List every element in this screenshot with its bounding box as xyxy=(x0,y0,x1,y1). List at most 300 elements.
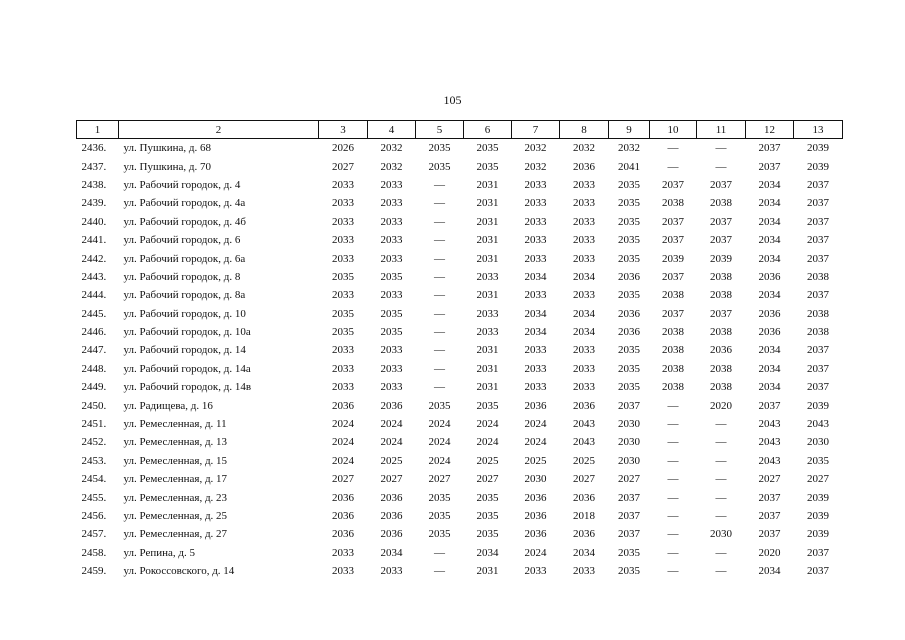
year-cell: 2033 xyxy=(332,197,354,210)
year-cell: 2037 xyxy=(807,178,829,191)
year-cell: — xyxy=(434,270,445,283)
table-body xyxy=(77,139,843,581)
year-cell: 2027 xyxy=(573,473,595,486)
year-cell: — xyxy=(715,546,727,559)
year-cell: — xyxy=(667,142,679,155)
year-cell: 2033 xyxy=(524,234,547,247)
column-header-4: 4 xyxy=(368,121,416,139)
year-cell: 2037 xyxy=(662,178,684,191)
year-cell: — xyxy=(715,418,727,431)
year-cell: 2035 xyxy=(618,381,640,394)
year-cell: 2039 xyxy=(807,160,829,173)
year-cell: 2036 xyxy=(524,528,547,541)
year-cell: 2033 xyxy=(380,252,403,265)
year-cell: 2033 xyxy=(332,565,354,578)
year-cell: 2033 xyxy=(332,381,354,394)
year-cell: 2037 xyxy=(807,252,829,265)
year-cell: 2033 xyxy=(573,178,595,191)
year-cell: 2043 xyxy=(807,418,829,431)
row-number-cell: 2446. xyxy=(81,326,107,339)
year-cell: 2037 xyxy=(807,546,829,559)
row-number-cell: 2436. xyxy=(81,142,107,155)
row-number-cell: 2437. xyxy=(81,160,107,173)
year-cell: 2035 xyxy=(428,528,451,541)
year-cell: 2037 xyxy=(807,215,829,228)
year-cell: 2024 xyxy=(428,418,451,431)
table-row xyxy=(77,305,843,323)
year-cell: 2037 xyxy=(758,160,781,173)
year-cell: 2039 xyxy=(662,252,684,265)
year-cell: — xyxy=(715,142,727,155)
year-cell: 2035 xyxy=(618,234,640,247)
year-cell: 2035 xyxy=(618,215,640,228)
year-cell: 2034 xyxy=(758,289,781,302)
year-cell: 2034 xyxy=(380,546,403,559)
year-cell: 2031 xyxy=(476,215,499,228)
year-cell: 2034 xyxy=(758,178,781,191)
year-cell: 2035 xyxy=(476,491,499,504)
year-cell: — xyxy=(667,418,679,431)
year-cell: 2024 xyxy=(380,436,403,449)
year-cell: 2035 xyxy=(618,197,640,210)
year-cell: 2043 xyxy=(758,418,781,431)
year-cell: 2033 xyxy=(332,178,354,191)
year-cell: 2043 xyxy=(573,436,595,449)
year-cell: 2036 xyxy=(380,399,403,412)
year-cell: 2033 xyxy=(380,234,403,247)
address-cell: ул. Ремесленная, д. 11 xyxy=(123,418,227,431)
year-cell: 2037 xyxy=(662,234,684,247)
column-header-11: 11 xyxy=(697,121,746,139)
year-cell: 2036 xyxy=(758,326,781,339)
year-cell: 2030 xyxy=(807,436,829,449)
year-cell: 2035 xyxy=(476,160,499,173)
row-number-cell: 2447. xyxy=(81,344,107,357)
year-cell: 2024 xyxy=(476,418,499,431)
year-cell: 2027 xyxy=(332,160,354,173)
year-cell: 2031 xyxy=(476,565,499,578)
year-cell: 2036 xyxy=(618,326,640,339)
row-number-cell: 2442. xyxy=(81,252,107,265)
year-cell: — xyxy=(434,215,445,228)
year-cell: 2024 xyxy=(332,454,354,467)
year-cell: 2035 xyxy=(618,344,640,357)
year-cell: 2033 xyxy=(524,362,547,375)
year-cell: 2035 xyxy=(476,142,499,155)
year-cell: — xyxy=(667,473,679,486)
year-cell: 2031 xyxy=(476,381,499,394)
address-cell: ул. Рабочий городок, д. 6а xyxy=(123,252,246,265)
year-cell: 2024 xyxy=(428,436,451,449)
year-cell: 2036 xyxy=(380,510,403,522)
year-cell: 2035 xyxy=(428,510,451,522)
column-header-9: 9 xyxy=(609,121,650,139)
year-cell: 2033 xyxy=(476,326,499,339)
year-cell: — xyxy=(434,344,445,357)
year-cell: 2038 xyxy=(807,307,829,320)
year-cell: 2036 xyxy=(573,399,595,412)
column-header-1: 1 xyxy=(77,121,119,139)
year-cell: 2034 xyxy=(573,307,595,320)
address-cell: ул. Ремесленная, д. 13 xyxy=(123,436,228,449)
year-cell: 2034 xyxy=(758,252,781,265)
year-cell: 2034 xyxy=(758,381,781,394)
year-cell: 2033 xyxy=(332,252,354,265)
row-number-cell: 2445. xyxy=(81,307,107,320)
year-cell: 2037 xyxy=(710,234,732,247)
year-cell: 2035 xyxy=(618,362,640,375)
year-cell: 2033 xyxy=(380,197,403,210)
address-cell: ул. Рабочий городок, д. 14а xyxy=(123,362,251,375)
year-cell: 2038 xyxy=(807,270,829,283)
year-cell: 2033 xyxy=(573,197,595,210)
table-row xyxy=(77,231,843,249)
year-cell: 2036 xyxy=(332,399,354,412)
year-cell: 2038 xyxy=(662,344,684,357)
year-cell: 2025 xyxy=(380,454,403,467)
year-cell: 2039 xyxy=(807,510,829,522)
row-number-cell: 2440. xyxy=(81,215,107,228)
year-cell: — xyxy=(715,565,727,578)
table-row xyxy=(77,139,843,158)
table-row xyxy=(77,157,843,175)
year-cell: 2033 xyxy=(380,381,403,394)
year-cell: 2037 xyxy=(807,234,829,247)
year-cell: 2030 xyxy=(524,473,547,486)
year-cell: 2033 xyxy=(573,362,595,375)
year-cell: 2037 xyxy=(758,142,781,155)
page-number: 105 xyxy=(443,93,462,107)
year-cell: — xyxy=(667,546,679,559)
year-cell: 2024 xyxy=(524,546,547,559)
year-cell: 2043 xyxy=(758,436,781,449)
year-cell: 2034 xyxy=(758,344,781,357)
year-cell: 2033 xyxy=(573,565,595,578)
table-row xyxy=(77,378,843,396)
year-cell: 2034 xyxy=(758,565,781,578)
address-cell: ул. Рабочий городок, д. 10а xyxy=(123,326,251,339)
address-cell: ул. Пушкина, д. 68 xyxy=(123,142,212,155)
year-cell: 2033 xyxy=(380,344,403,357)
year-cell: 2033 xyxy=(332,234,354,247)
year-cell: — xyxy=(715,473,727,486)
year-cell: 2033 xyxy=(573,234,595,247)
year-cell: — xyxy=(667,491,679,504)
year-cell: 2038 xyxy=(710,270,732,283)
year-cell: 2038 xyxy=(662,326,684,339)
year-cell: 2027 xyxy=(807,473,829,486)
year-cell: 2025 xyxy=(524,454,547,467)
year-cell: 2024 xyxy=(380,418,403,431)
year-cell: 2036 xyxy=(380,528,403,541)
address-cell: ул. Рабочий городок, д. 10 xyxy=(123,307,246,320)
year-cell: 2037 xyxy=(758,510,781,522)
year-cell: 2033 xyxy=(573,381,595,394)
year-cell: 2037 xyxy=(758,528,781,541)
row-number-cell: 2459. xyxy=(81,565,107,578)
year-cell: 2033 xyxy=(332,289,354,302)
address-cell: ул. Рокоссовского, д. 14 xyxy=(123,565,235,578)
year-cell: 2037 xyxy=(618,510,640,522)
year-cell: 2037 xyxy=(807,344,829,357)
year-cell: — xyxy=(434,326,445,339)
year-cell: 2038 xyxy=(807,326,829,339)
year-cell: 2033 xyxy=(524,289,547,302)
year-cell: 2035 xyxy=(476,528,499,541)
year-cell: 2033 xyxy=(573,289,595,302)
column-header-13: 13 xyxy=(794,121,843,139)
column-header-5: 5 xyxy=(416,121,464,139)
year-cell: 2033 xyxy=(476,270,499,283)
table-row xyxy=(77,341,843,359)
year-cell: 2035 xyxy=(618,178,640,191)
row-number-cell: 2449. xyxy=(81,381,107,394)
year-cell: — xyxy=(434,565,445,578)
year-cell: — xyxy=(434,197,445,210)
year-cell: 2035 xyxy=(807,454,829,467)
year-cell: — xyxy=(667,436,679,449)
year-cell: 2037 xyxy=(618,399,640,412)
address-cell: ул. Рабочий городок, д. 4б xyxy=(123,215,246,228)
year-cell: 2033 xyxy=(524,215,547,228)
year-cell: 2024 xyxy=(428,454,451,467)
year-cell: 2036 xyxy=(332,528,354,541)
year-cell: 2036 xyxy=(524,491,547,504)
year-cell: — xyxy=(434,381,445,394)
column-header-10: 10 xyxy=(650,121,697,139)
table-row xyxy=(77,507,843,525)
column-header-8: 8 xyxy=(560,121,609,139)
year-cell: 2043 xyxy=(573,418,595,431)
row-number-cell: 2456. xyxy=(81,510,107,522)
year-cell: 2033 xyxy=(573,344,595,357)
year-cell: 2041 xyxy=(618,160,640,173)
year-cell: 2035 xyxy=(476,399,499,412)
table-row xyxy=(77,470,843,488)
year-cell: 2033 xyxy=(380,215,403,228)
table-row xyxy=(77,452,843,470)
year-cell: 2038 xyxy=(710,197,732,210)
year-cell: — xyxy=(667,510,679,522)
address-cell: ул. Рабочий городок, д. 8 xyxy=(123,270,241,283)
year-cell: — xyxy=(667,454,679,467)
year-cell: — xyxy=(434,307,445,320)
address-cell: ул. Рабочий городок, д. 14 xyxy=(123,344,246,357)
table-row xyxy=(77,415,843,433)
row-number-cell: 2452. xyxy=(81,436,107,449)
year-cell: 2038 xyxy=(662,289,684,302)
address-cell: ул. Рабочий городок, д. 4 xyxy=(123,178,241,191)
year-cell: 2039 xyxy=(710,252,732,265)
year-cell: 2039 xyxy=(807,528,829,541)
year-cell: — xyxy=(667,565,679,578)
year-cell: 2037 xyxy=(710,215,732,228)
year-cell: 2031 xyxy=(476,344,499,357)
table-row xyxy=(77,562,843,580)
year-cell: 2034 xyxy=(758,362,781,375)
address-cell: ул. Пушкина, д. 70 xyxy=(123,160,212,173)
year-cell: 2038 xyxy=(710,289,732,302)
row-number-cell: 2444. xyxy=(81,289,107,302)
year-cell: 2039 xyxy=(807,399,829,412)
year-cell: 2025 xyxy=(476,454,499,467)
address-cell: ул. Рабочий городок, д. 4а xyxy=(123,197,246,210)
year-cell: 2034 xyxy=(524,307,547,320)
address-cell: ул. Радищева, д. 16 xyxy=(123,399,213,412)
year-cell: 2038 xyxy=(662,381,684,394)
year-cell: 2035 xyxy=(428,399,451,412)
year-cell: 2036 xyxy=(524,510,547,522)
year-cell: 2033 xyxy=(332,215,354,228)
row-number-cell: 2455. xyxy=(81,491,107,504)
address-cell: ул. Рабочий городок, д. 8а xyxy=(123,289,246,302)
year-cell: 2030 xyxy=(618,418,640,431)
registry-table xyxy=(76,120,843,580)
row-number-cell: 2448. xyxy=(81,362,107,375)
year-cell: 2020 xyxy=(710,399,732,412)
year-cell: 2035 xyxy=(380,307,403,320)
year-cell: — xyxy=(715,454,727,467)
year-cell: 2027 xyxy=(618,473,640,486)
year-cell: 2024 xyxy=(476,436,499,449)
column-header-7: 7 xyxy=(512,121,560,139)
address-cell: ул. Рабочий городок, д. 6 xyxy=(123,234,241,247)
year-cell: 2018 xyxy=(573,510,595,522)
year-cell: 2036 xyxy=(573,491,595,504)
year-cell: 2036 xyxy=(573,528,595,541)
year-cell: 2034 xyxy=(573,270,595,283)
year-cell: 2035 xyxy=(332,270,354,283)
year-cell: 2038 xyxy=(662,197,684,210)
year-cell: 2036 xyxy=(573,160,595,173)
year-cell: 2027 xyxy=(758,473,781,486)
year-cell: — xyxy=(434,234,445,247)
table-row xyxy=(77,544,843,562)
address-cell: ул. Репина, д. 5 xyxy=(123,546,195,559)
year-cell: 2034 xyxy=(573,326,595,339)
year-cell: 2024 xyxy=(524,418,547,431)
year-cell: 2027 xyxy=(332,473,354,486)
year-cell: 2037 xyxy=(807,381,829,394)
year-cell: 2033 xyxy=(380,178,403,191)
row-number-cell: 2458. xyxy=(81,546,107,559)
year-cell: 2032 xyxy=(380,160,403,173)
year-cell: 2026 xyxy=(332,142,354,155)
year-cell: 2037 xyxy=(807,289,829,302)
year-cell: 2037 xyxy=(662,270,684,283)
column-header-12: 12 xyxy=(746,121,794,139)
table-row xyxy=(77,268,843,286)
year-cell: 2027 xyxy=(428,473,451,486)
year-cell: 2035 xyxy=(428,160,451,173)
table-row xyxy=(77,488,843,506)
year-cell: 2025 xyxy=(573,454,595,467)
year-cell: 2037 xyxy=(758,399,781,412)
year-cell: 2033 xyxy=(524,565,547,578)
year-cell: 2032 xyxy=(618,142,640,155)
column-header-2: 2 xyxy=(119,121,319,139)
year-cell: 2037 xyxy=(807,565,829,578)
address-cell: ул. Ремесленная, д. 23 xyxy=(123,491,228,504)
year-cell: 2034 xyxy=(758,234,781,247)
year-cell: 2033 xyxy=(524,197,547,210)
table-row xyxy=(77,249,843,267)
year-cell: — xyxy=(715,510,727,522)
address-cell: ул. Ремесленная, д. 15 xyxy=(123,454,228,467)
year-cell: 2039 xyxy=(807,491,829,504)
year-cell: 2036 xyxy=(618,270,640,283)
year-cell: 2033 xyxy=(573,215,595,228)
year-cell: 2035 xyxy=(380,326,403,339)
year-cell: 2035 xyxy=(618,289,640,302)
year-cell: 2038 xyxy=(662,362,684,375)
year-cell: 2037 xyxy=(807,197,829,210)
year-cell: — xyxy=(434,252,445,265)
year-cell: 2035 xyxy=(618,565,640,578)
year-cell: 2032 xyxy=(573,142,595,155)
year-cell: — xyxy=(715,491,727,504)
year-cell: 2030 xyxy=(618,436,640,449)
row-number-cell: 2451. xyxy=(81,418,107,431)
year-cell: 2031 xyxy=(476,197,499,210)
year-cell: 2032 xyxy=(524,142,547,155)
year-cell: 2027 xyxy=(380,473,403,486)
year-cell: 2037 xyxy=(662,307,684,320)
year-cell: — xyxy=(715,436,727,449)
year-cell: 2037 xyxy=(807,362,829,375)
year-cell: 2032 xyxy=(524,160,547,173)
year-cell: — xyxy=(715,160,727,173)
year-cell: 2027 xyxy=(476,473,499,486)
row-number-cell: 2453. xyxy=(81,454,107,467)
year-cell: 2033 xyxy=(380,565,403,578)
year-cell: 2033 xyxy=(332,546,354,559)
year-cell: 2033 xyxy=(380,362,403,375)
year-cell: 2035 xyxy=(476,510,499,522)
year-cell: 2036 xyxy=(380,491,403,504)
row-number-cell: 2450. xyxy=(81,399,107,412)
year-cell: 2034 xyxy=(758,215,781,228)
year-cell: 2033 xyxy=(332,362,354,375)
year-cell: 2031 xyxy=(476,252,499,265)
year-cell: — xyxy=(434,362,445,375)
year-cell: 2024 xyxy=(524,436,547,449)
table-row xyxy=(77,433,843,451)
year-cell: — xyxy=(434,546,445,559)
year-cell: 2037 xyxy=(710,178,732,191)
year-cell: 2038 xyxy=(710,381,732,394)
year-cell: — xyxy=(434,289,445,302)
address-cell: ул. Ремесленная, д. 27 xyxy=(123,528,228,541)
header-row xyxy=(77,121,843,139)
table-row xyxy=(77,286,843,304)
year-cell: 2038 xyxy=(710,326,732,339)
year-cell: 2032 xyxy=(380,142,403,155)
year-cell: 2033 xyxy=(524,381,547,394)
year-cell: 2034 xyxy=(573,546,595,559)
table-row xyxy=(77,396,843,414)
year-cell: 2039 xyxy=(807,142,829,155)
year-cell: 2038 xyxy=(710,362,732,375)
year-cell: 2036 xyxy=(332,510,354,522)
year-cell: 2024 xyxy=(332,418,354,431)
year-cell: 2043 xyxy=(758,454,781,467)
row-number-cell: 2457. xyxy=(81,528,107,541)
row-number-cell: 2438. xyxy=(81,178,107,191)
table-row xyxy=(77,525,843,543)
row-number-cell: 2454. xyxy=(81,473,107,486)
row-number-cell: 2441. xyxy=(81,234,107,247)
